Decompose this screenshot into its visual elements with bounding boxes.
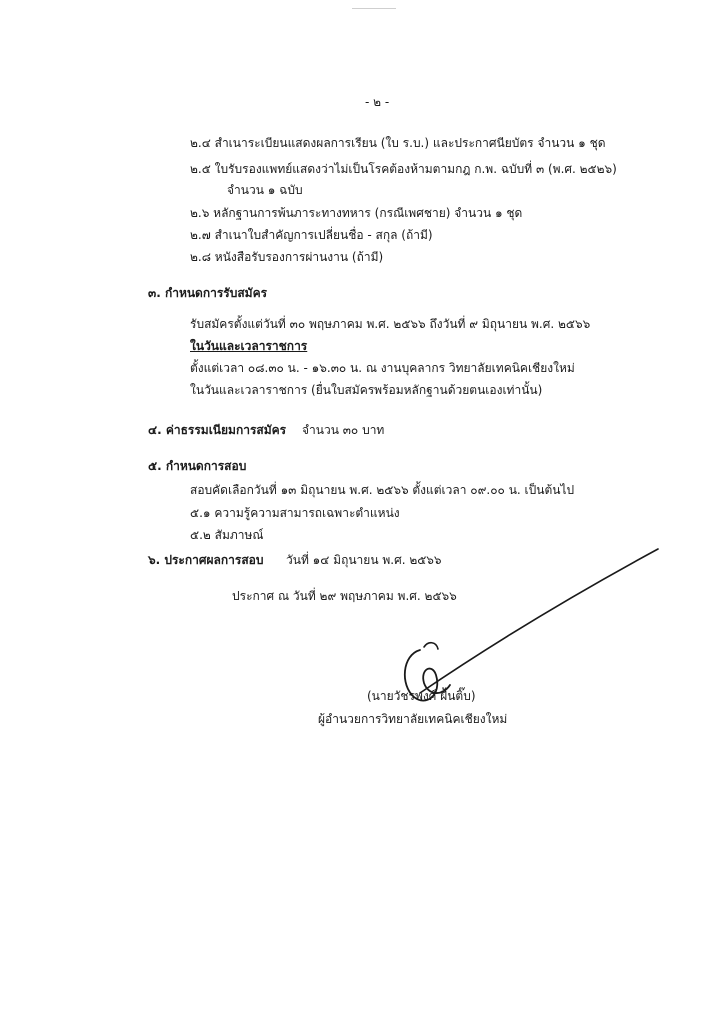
section-3-line-1: รับสมัครตั้งแต่วันที่ ๓๐ พฤษภาคม พ.ศ. ๒๕๖๖ ถึงวันที่ ๙ มิถุนายน พ.ศ. ๒๕๖๖ — [190, 317, 591, 331]
section-4-amount: จำนวน ๓๐ บาท — [302, 423, 385, 437]
signer-name: (นายวัชรพงศ์ ฝั้นติ๊บ) — [367, 689, 476, 703]
page-number: - ๒ - — [365, 95, 390, 109]
section-3-line-4: ในวันและเวลาราชการ (ยื่นใบสมัครพร้อมหลักฐานด้วยตนเองเท่านั้น) — [190, 383, 543, 397]
section-6-date: วันที่ ๑๔ มิถุนายน พ.ศ. ๒๕๖๖ — [286, 553, 442, 567]
section-5-item-2: ๕.๒ สัมภาษณ์ — [190, 528, 264, 542]
section-3-heading: ๓. กำหนดการรับสมัคร — [148, 286, 268, 300]
section-3-line-3: ตั้งแต่เวลา ๐๘.๓๐ น. - ๑๖.๓๐ น. ณ งานบุคลากร วิทยาลัยเทคนิคเชียงใหม่ — [190, 361, 575, 375]
announce-date: ประกาศ ณ วันที่ ๒๙ พฤษภาคม พ.ศ. ๒๕๖๖ — [232, 589, 457, 603]
section-4-heading: ๔. ค่าธรรมเนียมการสมัคร — [148, 423, 287, 437]
section-5-heading: ๕. กำหนดการสอบ — [148, 459, 247, 473]
item-2-5-cont: จำนวน ๑ ฉบับ — [227, 183, 303, 197]
item-2-8: ๒.๘ หนังสือรับรองการผ่านงาน (ถ้ามี) — [190, 250, 384, 264]
item-2-7: ๒.๗ สำเนาใบสำคัญการเปลี่ยนชื่อ - สกุล (ถ้ามี) — [190, 228, 433, 242]
signer-title: ผู้อำนวยการวิทยาลัยเทคนิคเชียงใหม่ — [318, 712, 508, 726]
section-6-heading: ๖. ประกาศผลการสอบ — [148, 553, 264, 567]
item-2-5: ๒.๕ ใบรับรองแพทย์แสดงว่าไม่เป็นโรคต้องห้ามตามกฎ ก.พ. ฉบับที่ ๓ (พ.ศ. ๒๕๒๖) — [190, 162, 617, 176]
top-rule — [352, 8, 396, 9]
item-2-4: ๒.๔ สำเนาระเบียนแสดงผลการเรียน (ใบ ร.บ.) และประกาศนียบัตร จำนวน ๑ ชุด — [190, 136, 606, 150]
section-3-line-2: ในวันและเวลาราชการ — [190, 339, 308, 353]
item-2-6: ๒.๖ หลักฐานการพ้นภาระทางทหาร (กรณีเพศชาย) จำนวน ๑ ชุด — [190, 206, 523, 220]
section-5-item-1: ๕.๑ ความรู้ความสามารถเฉพาะตำแหน่ง — [190, 506, 400, 520]
section-5-line-1: สอบคัดเลือกวันที่ ๑๓ มิถุนายน พ.ศ. ๒๕๖๖ ตั้งแต่เวลา ๐๙.๐๐ น. เป็นต้นไป — [190, 483, 575, 497]
